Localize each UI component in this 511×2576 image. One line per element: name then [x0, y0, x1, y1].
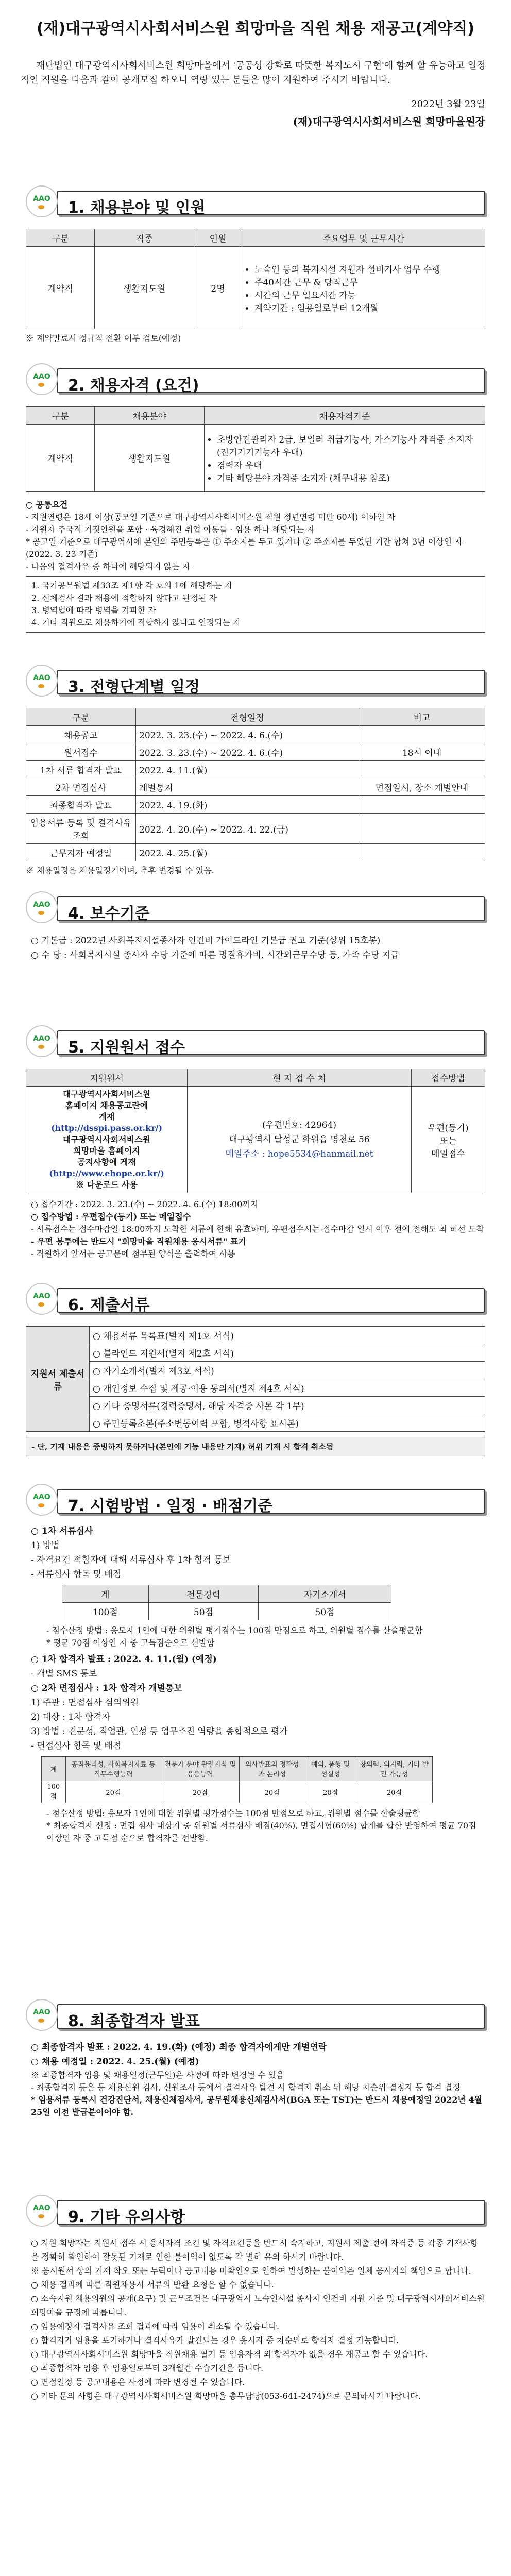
- result-line: * 임용서류 등록시 건강진단서, 채용신체검사서, 공무원채용신체검사서(BGA 또는 TST)는 반드시 채용예정일 2022년 4월 25일 이전 발급분이어야 함.: [31, 2095, 483, 2117]
- duties-cell: [242, 247, 485, 329]
- recruit-table: [26, 229, 485, 329]
- qualification-table: [26, 406, 485, 492]
- result-line: ○ 채용 예정일 : 2022. 4. 25.(월) (예정): [31, 2057, 199, 2067]
- table-header: 구분: [26, 229, 95, 247]
- table-header: 채용분야: [95, 407, 205, 425]
- section-exam: [0, 1484, 511, 1844]
- document-item: ○ 채용서류 목록표(별지 제1호 서식): [90, 1327, 485, 1344]
- exam-line: - 면접심사 항목 및 배점: [31, 1741, 122, 1751]
- notice-item: ○ 합격자가 임용을 포기하거나 결격사유가 발견되는 경우 응시자 중 차순위로 합격자 결정 가능합니다.: [31, 2335, 399, 2345]
- salary-line: ○ 기본급 : 2022년 사회복지시설종사자 인건비 가이드라인 기본급 권고 기준(상위 15호봉): [31, 936, 381, 946]
- exam-line: * 평균 70점 이상인 자 중 고득점순으로 선발함: [46, 1638, 215, 1648]
- application-line: ○ 접수기간 : 2022. 3. 23.(수) ~ 2022. 4. 6.(수) 18:00까지: [31, 1199, 259, 1209]
- issuer-org: (재)대구광역시사회서비스원 희망마을원장: [293, 115, 485, 128]
- interview-score-table: 계 공직윤리성, 사회복지자료 등 직무수행능력 전문가 분야 관련지식 및 응용능력 의사발표의 정확성과 논리성 예의, 품행 및 성실성 창의력, 의지력, 기타 발전 가능성 100점 20점 20점 20점 20점 20점: [41, 1756, 433, 1803]
- exam-line: - 점수산정 방법 : 응모자 1인에 대한 위원별 평가점수는 100점 만점으로 하고, 위원별 점수를 산술평균함: [46, 1625, 423, 1635]
- section-title: 9. 기타 유의사항: [68, 2208, 185, 2226]
- schedule-table: [26, 708, 485, 861]
- table-cell: 계약직: [26, 247, 95, 329]
- documents-table: [26, 1326, 485, 1432]
- list-item: • 주40시간 근무 & 당직근무: [254, 275, 482, 288]
- section-banner: [26, 1025, 485, 1058]
- result-line: ※ 최종합격자 임용 및 채용일정(근무일)은 사정에 따라 변경될 수 있음: [31, 2070, 284, 2080]
- table-header: 전형일정: [136, 708, 359, 726]
- section-banner: [26, 363, 485, 396]
- org-logo-icon: AAO: [26, 665, 58, 697]
- org-logo-icon: AAO: [26, 891, 58, 923]
- table-cell: 생활지도원: [95, 425, 205, 492]
- exam-line: 2) 대상 : 1차 합격자: [31, 1712, 111, 1722]
- disqualification-box: [26, 576, 485, 633]
- list-item: • 기타 해당분야 자격증 소지자 (채무내용 참조): [217, 471, 482, 484]
- notice-item: ○ 최종합격자 임용 후 임용일로부터 3개월간 수습기간을 둡니다.: [31, 2363, 264, 2373]
- notice-item: ○ 대구광역시사회서비스원 희망마을 직원채용 필기 등 임용자격 외 합격자가 없을 경우 재공고 할 수 있습니다.: [31, 2349, 428, 2359]
- exam-line: - 서류심사 항목 및 배점: [31, 1569, 122, 1580]
- org-logo-icon: AAO: [26, 1283, 58, 1315]
- exam-line: 1) 방법: [31, 1540, 60, 1551]
- table-header: 채용자격기준: [205, 407, 485, 425]
- common-requirements-title: ○ 공통요건: [26, 500, 68, 510]
- org-logo-icon: AAO: [26, 1484, 58, 1516]
- application-line: - 서류접수는 접수마감일 18:00까지 도착한 서류에 한해 유효하며, 우편접수시는 접수마감 일시 이후 전에 전해도 최 허선 도착: [31, 1224, 484, 1234]
- email-link[interactable]: 메일주소 : hope5534@hanmail.net: [225, 1149, 373, 1159]
- notice-date: 2022년 3월 23일: [411, 99, 485, 110]
- document-item: ○ 자기소개서(별지 제3호 서식): [90, 1362, 485, 1379]
- table-header: 비고: [359, 708, 485, 726]
- form-download-cell: 대구광역시사회서비스원 홈페이지 채용공고란에 게재 (http://dsspi.pass.or.kr/) 대구광역시사회서비스원 희망마을 홈페이지 공지사항에 게재 (http://www.ehope.or.kr/) ※ 다운로드 사용: [26, 1087, 188, 1193]
- section-banner: [26, 1283, 485, 1316]
- exam-line: - 개별 SMS 통보: [31, 1669, 97, 1679]
- table-row: 1차 서류 합격자 발표 2022. 4. 11.(월): [26, 761, 485, 778]
- requirement-line: - 지원자 주국적 거짓인원을 포함 · 육경해진 취업 아동들 · 임용 하나 해당되는 자: [26, 524, 315, 534]
- notice-item: ○ 지원 희망자는 지원서 접수 시 응시자격 조건 및 자격요건등을 반드시 숙지하고, 지원서 제출 전에 자격증 등 각종 기재사항을 정확히 확인하여 잘못된 기재로 인한 불이익이 없도록 각 별히 유의 하시기 바랍니다.: [31, 2238, 478, 2262]
- section-final-result: [0, 1999, 511, 2119]
- notice-item: ○ 면접일정 등 공고내용은 사정에 따라 변경될 수 있습니다.: [31, 2377, 245, 2387]
- notice-item: ○ 소속지원 채용의원의 공개(요구) 및 근무조건은 대구광역시 노숙인시설 종사자 인건비 지원 기준 및 대구광역시사회서비스원 희망마을 규정에 따릅니다.: [31, 2294, 485, 2317]
- exam-heading: ○ 1차 서류심사: [31, 1526, 93, 1536]
- homepage-link[interactable]: (http://dsspi.pass.or.kr/): [50, 1123, 163, 1133]
- section-banner: [26, 1999, 485, 2032]
- table-header: 현 지 접 수 처: [188, 1069, 412, 1087]
- org-logo-icon: AAO: [26, 1025, 58, 1057]
- disqualification-item: 2. 신체검사 결과 채용에 적합하지 않다고 판정된 자: [31, 593, 217, 603]
- notice-item: ○ 임용예정자 결격사유 조회 결과에 따라 임용이 취소될 수 있습니다.: [31, 2321, 280, 2331]
- intro-paragraph: 재단법인 대구광역시사회서비스원 희망마을에서 '공공성 강화로 따뜻한 복지도시 구현'에 함께 할 유능하고 열정적인 직원을 다음과 같이 공개모집 하오니 역량 있는 분들은 많이 지원하여 주시기 바랍니다.: [21, 60, 486, 86]
- result-line: - 최종합격자 등은 등 채용신원 검사, 신원조사 등에서 결격사유 발견 시 합격자 취소 뒤 해당 차순위 결정자 등 합격 결정: [31, 2082, 461, 2092]
- org-logo-icon: AAO: [26, 2195, 58, 2227]
- table-header: 주요업무 및 근무시간: [242, 229, 485, 247]
- notice-item: ※ 응시원서 상의 기재 착오 또는 누락이나 공고내용 미확인으로 인하여 발생하는 불이익은 일체 응시자의 책임으로 합니다.: [31, 2266, 471, 2276]
- result-line: ○ 최종합격자 발표 : 2022. 4. 19.(화) (예정) 최종 합격자에게만 개별연락: [31, 2042, 327, 2053]
- document-item: ○ 기타 증명서류(경력증명서, 해당 자격증 사본 각 1부): [90, 1397, 485, 1414]
- section-title: 4. 보수기준: [68, 905, 150, 923]
- table-cell: 계약직: [26, 425, 95, 492]
- org-logo-icon: AAO: [26, 363, 58, 395]
- section-salary: [0, 891, 511, 962]
- section-recruit-field: [0, 185, 511, 348]
- table-cell: 생활지도원: [95, 247, 194, 329]
- exam-line: - 자격요건 적합자에 대해 서류심사 후 1차 합격 통보: [31, 1555, 231, 1565]
- section-title: 7. 시험방법 · 일정 · 배점기준: [68, 1497, 273, 1515]
- table-header: 직종: [95, 229, 194, 247]
- section-banner: [26, 2195, 485, 2228]
- section-title: 1. 채용분야 및 인원: [68, 199, 206, 217]
- exam-heading: ○ 1차 합격자 발표 : 2022. 4. 11.(월) (예정): [31, 1654, 217, 1665]
- document-item: ○ 주민등록초본(주소변동이력 포함, 병적사항 표시본): [90, 1414, 485, 1432]
- section-banner: [26, 891, 485, 924]
- table-row: 2차 면접심사 개별통지 면접일시, 장소 개별안내: [26, 778, 485, 796]
- documents-label: 지원서 제출서류: [26, 1327, 90, 1432]
- section-note: ※ 채용일정은 채용일정기이며, 추후 변경될 수 있음.: [26, 866, 214, 875]
- exam-line: - 점수산정 방법: 응모자 1인에 대한 위원별 평가점수는 100점 만점으로 하고, 위원별 점수를 산술평균함: [46, 1808, 420, 1818]
- section-title: 8. 최종합격자 발표: [68, 2012, 200, 2030]
- table-row: 최종합격자 발표 2022. 4. 19.(화): [26, 796, 485, 814]
- table-header: 구분: [26, 407, 95, 425]
- list-item: • 노숙인 등의 복지시설 지원자 설비기사 업무 수행: [254, 262, 482, 275]
- document-item: ○ 개인정보 수집 및 제공·이용 동의서(별지 제4호 서식): [90, 1379, 485, 1397]
- notice-item: ○ 채용 결과에 따른 직원채용시 서류의 반환 요청은 할 수 없습니다.: [31, 2280, 274, 2290]
- table-header: 구분: [26, 708, 136, 726]
- hope-homepage-link[interactable]: (http://www.ehope.or.kr/): [49, 1168, 164, 1178]
- application-table: [26, 1069, 485, 1193]
- section-qualifications: [0, 363, 511, 633]
- section-title: 6. 제출서류: [68, 1296, 150, 1314]
- section-banner: [26, 185, 485, 218]
- section-note: ※ 계약만료시 정규직 전환 여부 검토(예정): [26, 333, 181, 343]
- table-row: 근무지자 예정일 2022. 4. 25.(월): [26, 844, 485, 861]
- requirement-line: * 공고일 기준으로 대구광역시에 본인의 주민등록을 ① 주소지를 두고 있거나 ② 주소지를 두었던 기간 합쳐 3년 이상인 자(2022. 3. 23 기준): [26, 537, 463, 559]
- exam-line: 3) 방법 : 전문성, 직업관, 인성 등 업무추진 역량을 종합적으로 평가: [31, 1726, 288, 1737]
- table-header: 인원: [194, 229, 242, 247]
- documents-note: - 단, 기재 내용은 증빙하지 못하거나(본인에 기능 내용만 기재) 허위 기재 시 합격 취소됨: [26, 1437, 485, 1456]
- table-cell: 2명: [194, 247, 242, 329]
- exam-line: 1) 주관 : 면접심사 심의위원: [31, 1698, 139, 1708]
- org-logo-icon: AAO: [26, 1999, 58, 2031]
- notice-item: ○ 기타 문의 사항은 대구광역시사회서비스원 희망마을 총무담당(053-641-2474)으로 문의하시기 바랍니다.: [31, 2391, 421, 2401]
- org-logo-icon: AAO: [26, 185, 58, 217]
- section-banner: [26, 665, 485, 698]
- requirement-line: - 다음의 결격사유 중 하나에 해당되지 않는 자: [26, 562, 191, 571]
- section-title: 3. 전형단계별 일정: [68, 678, 200, 696]
- disqualification-item: 1. 국가공무원법 제33조 제1항 각 호의 1에 해당하는 자: [31, 581, 233, 590]
- section-title: 5. 지원원서 접수: [68, 1039, 185, 1057]
- application-line: ○ 접수방법 : 우편접수(등기) 또는 메일접수: [31, 1212, 191, 1222]
- section-schedule: [0, 665, 511, 880]
- list-item: • 초방안전관리자 2급, 보일러 취급기능사, 가스기능사 자격증 소지자(전기기기기능사 우대): [217, 432, 482, 458]
- document-score-table: 계 전문경력 자기소개서 100점 50점 50점: [62, 1585, 391, 1620]
- section-notes: [0, 2195, 511, 2403]
- disqualification-item: 4. 기타 직원으로 채용하기에 적합하지 않다고 인정되는 자: [31, 618, 241, 628]
- requirement-line: - 지원연령은 18세 이상(공모일 기준으로 대구광역시사회서비스원 직원 정년연령 미만 60세) 이하인 자: [26, 512, 396, 522]
- list-item: • 시간의 근무 일요시간 가능: [254, 288, 482, 301]
- disqualification-item: 3. 병역법에 따라 병역을 기피한 자: [31, 605, 156, 615]
- table-header: 지원원서: [26, 1069, 188, 1087]
- list-item: • 계약기간 : 임용일로부터 12개월: [254, 301, 482, 314]
- exam-heading: ○ 2차 면접심사 : 1차 합격자 개별통보: [31, 1683, 182, 1693]
- method-cell: 우편(등기) 또는 메일접수: [412, 1087, 485, 1193]
- document-item: ○ 블라인드 지원서(별지 제2호 서식): [90, 1344, 485, 1362]
- table-header: 접수방법: [412, 1069, 485, 1087]
- table-row: 원서접수 2022. 3. 23.(수) ~ 2022. 4. 6.(수) 18시 이내: [26, 743, 485, 761]
- list-item: • 경력자 우대: [217, 458, 482, 471]
- table-row: 채용공고 2022. 3. 23.(수) ~ 2022. 4. 6.(수): [26, 726, 485, 743]
- salary-line: ○ 수 당 : 사회복지시설 종사자 수당 기준에 따른 명절휴가비, 시간외근무수당 등, 가족 수당 지급: [31, 950, 399, 960]
- requirements-cell: [205, 425, 485, 492]
- section-banner: [26, 1484, 485, 1517]
- section-documents: [0, 1283, 511, 1462]
- section-title: 2. 채용자격 (요건): [68, 377, 199, 395]
- application-line: - 직원하기 앞서는 공고문에 첨부된 양식을 출력하여 사용: [31, 1249, 235, 1259]
- section-application: [0, 1025, 511, 1260]
- page-title: (재)대구광역시사회서비스원 희망마을 직원 채용 재공고(계약직): [36, 20, 475, 38]
- application-line: - 우편 봉투에는 반드시 "희망마을 직원채용 응시서류" 표기: [31, 1236, 246, 1246]
- submission-address-cell: (우편번호: 42964) 대구광역시 달성군 화원읍 명천로 56 메일주소 : hope5534@hanmail.net: [188, 1087, 412, 1193]
- exam-line: * 최종합격자 선정 : 면접 심사 대상자 중 위원별 서류심사 배점(40%), 면접시험(60%) 합계를 합산 반영하여 평균 70점 이상인 자 중 고득점 순으로 합격자를 선발함.: [46, 1821, 476, 1843]
- table-row: 임용서류 등록 및 결격사유 조회 2022. 4. 20.(수) ~ 2022. 4. 22.(금): [26, 814, 485, 844]
